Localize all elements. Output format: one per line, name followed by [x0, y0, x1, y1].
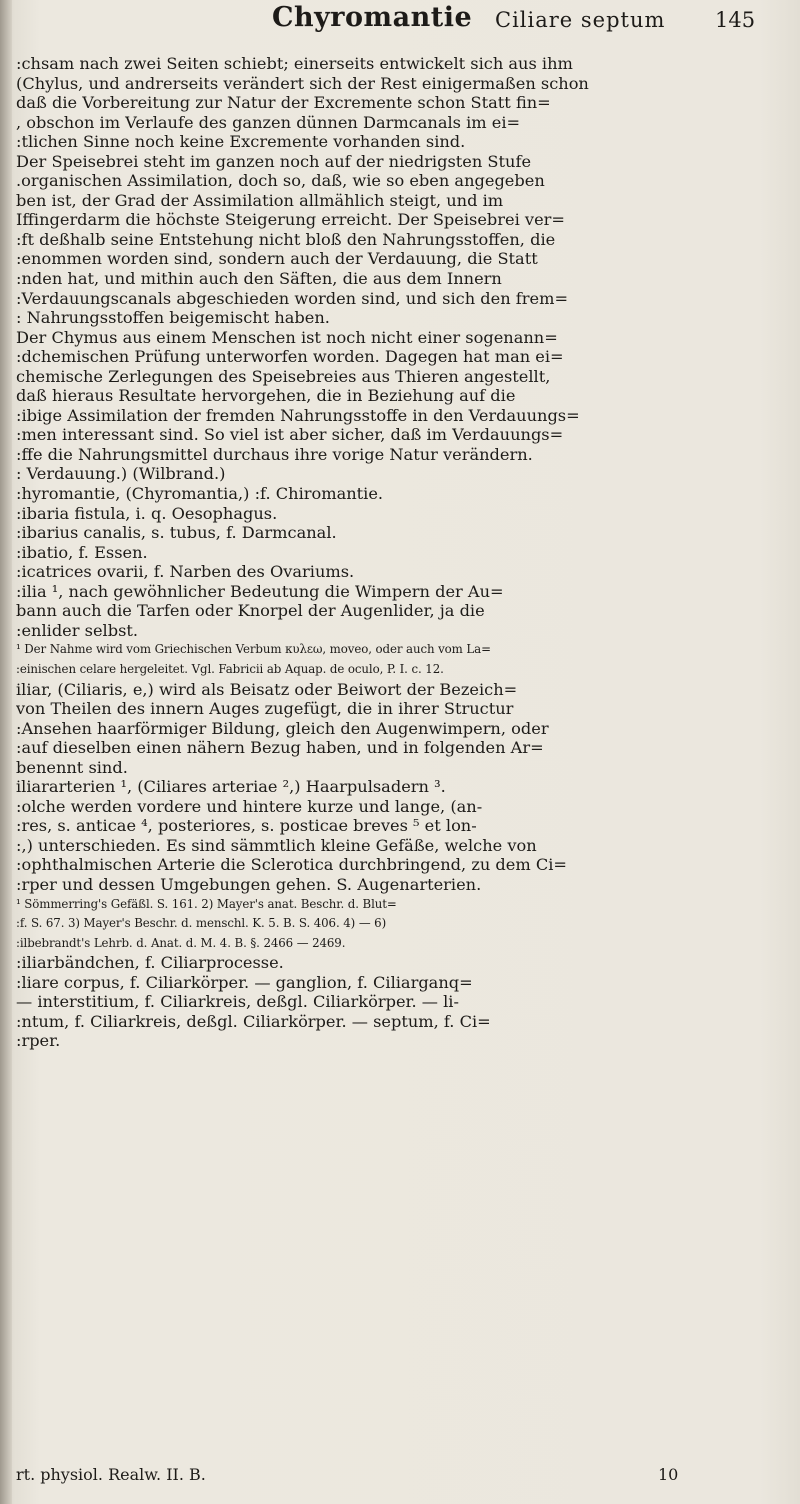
text-line: .organischen Assimilation, doch so, daß, wie so eben angegeben [16, 171, 545, 191]
text-line: iliararterien ¹, (Ciliares arteriae ²,) Haarpulsadern ³. [16, 777, 446, 797]
text-line: :ilia ¹, nach gewöhnlicher Bedeutung die Wimpern der Au= [16, 581, 504, 601]
text-line: :ibige Assimilation der fremden Nahrungsstoffe in den Verdauungs= [16, 405, 580, 425]
header-title: Chyromantie [272, 2, 473, 33]
text-line: :rper und dessen Umgebungen gehen. S. Augenarterien. [16, 874, 482, 894]
text-line: :men interessant sind. So viel ist aber sicher, daß im Verdauungs= [16, 425, 564, 445]
text-line: benennt sind. [16, 757, 128, 777]
running-header [0, 0, 800, 60]
text-line: :tlichen Sinne noch keine Excremente vorhanden sind. [16, 132, 466, 152]
footnote-line: :f. S. 67. 3) Mayer's Beschr. d. menschl. K. 5. B. S. 406. 4) — 6) [16, 916, 387, 931]
text-line: — interstitium, f. Ciliarkreis, deßgl. Ciliarkörper. — li- [16, 992, 459, 1012]
body-text [16, 54, 784, 1051]
text-line: :,) unterschieden. Es sind sämmtlich kleine Gefäße, welche von [16, 835, 537, 855]
signature-number: 10 [658, 1465, 679, 1484]
footnote-line: :ilbebrandt's Lehrb. d. Anat. d. M. 4. B. §. 2466 — 2469. [16, 935, 346, 950]
text-line: :chsam nach zwei Seiten schiebt; einerseits entwickelt sich aus ihm [16, 54, 573, 73]
text-line: daß die Vorbereitung zur Natur der Excremente schon Statt fin= [16, 93, 551, 113]
text-line: : Nahrungsstoffen beigemischt haben. [16, 308, 330, 328]
footnote-line: :einischen celare hergeleitet. Vgl. Fabricii ab Aquap. de oculo, P. I. c. 12. [16, 661, 444, 676]
page-footer [16, 1465, 784, 1493]
text-line: :enommen worden sind, sondern auch der Verdauung, die Statt [16, 249, 538, 269]
text-line: :iliarbändchen, f. Ciliarprocesse. [16, 953, 284, 973]
text-line: :Verdauungscanals abgeschieden worden sind, und sich den frem= [16, 288, 569, 308]
text-line: ben ist, der Grad der Assimilation allmählich steigt, und im [16, 190, 504, 210]
text-line: iliar, (Ciliaris, e,) wird als Beisatz oder Beiwort der Bezeich= [16, 679, 518, 699]
text-line: :res, s. anticae ⁴, posteriores, s. posticae breves ⁵ et lon- [16, 816, 477, 836]
text-line: : Verdauung.) (Wilbrand.) [16, 464, 226, 484]
footnote-line: ¹ Sömmerring's Gefäßl. S. 161. 2) Mayer's anat. Beschr. d. Blut= [16, 896, 397, 911]
text-line: :hyromantie, (Chyromantia,) :f. Chiromantie. [16, 484, 384, 504]
text-line: :icatrices ovarii, f. Narben des Ovariums. [16, 562, 355, 582]
text-line: :ffe die Nahrungsmittel durchaus ihre vorige Natur verändern. [16, 444, 533, 464]
text-line: Iffingerdarm die höchste Steigerung erreicht. Der Speisebrei ver= [16, 210, 565, 230]
page-number: 145 [715, 8, 756, 32]
text-line: :liare corpus, f. Ciliarkörper. — ganglion, f. Ciliarganq= [16, 972, 473, 992]
text-line: :ibarius canalis, s. tubus, f. Darmcanal. [16, 523, 337, 543]
text-line: :ibaria fistula, i. q. Oesophagus. [16, 503, 278, 523]
footnote-line: ¹ Der Nahme wird vom Griechischen Verbum κυλεω, moveo, oder auch vom La= [16, 642, 491, 657]
text-line: :ft deßhalb seine Entstehung nicht bloß den Nahrungsstoffen, die [16, 229, 556, 249]
text-line: :ntum, f. Ciliarkreis, deßgl. Ciliarkörper. — septum, f. Ci= [16, 1011, 491, 1031]
printer-signature: rt. physiol. Realw. II. B. [16, 1465, 206, 1484]
text-line: daß hieraus Resultate hervorgehen, die in Beziehung auf die [16, 386, 516, 406]
text-line: :rper. [16, 1031, 61, 1051]
text-line: Der Speisebrei steht im ganzen noch auf der niedrigsten Stufe [16, 151, 532, 171]
text-line: :dchemischen Prüfung unterworfen worden. Dagegen hat man ei= [16, 347, 564, 367]
text-line: :nden hat, und mithin auch den Säften, die aus dem Innern [16, 269, 502, 289]
text-line: von Theilen des innern Auges zugefügt, die in ihrer Structur [16, 699, 514, 719]
header-latin-title: Ciliare septum [495, 8, 666, 32]
text-line: :ibatio, f. Essen. [16, 542, 148, 562]
text-line: (Chylus, und andrerseits verändert sich der Rest einigermaßen schon [16, 73, 589, 93]
text-line: chemische Zerlegungen des Speisebreies aus Thieren angestellt, [16, 366, 551, 386]
text-line: :Ansehen haarförmiger Bildung, gleich den Augenwimpern, oder [16, 718, 549, 738]
text-line: bann auch die Tarfen oder Knorpel der Augenlider, ja die [16, 601, 485, 621]
text-line: Der Chymus aus einem Menschen ist noch nicht einer sogenann= [16, 327, 558, 347]
text-line: , obschon im Verlaufe des ganzen dünnen Darmcanals im ei= [16, 112, 521, 132]
text-line: :enlider selbst. [16, 620, 139, 640]
text-line: :ophthalmischen Arterie die Sclerotica durchbringend, zu dem Ci= [16, 855, 567, 875]
text-line: :olche werden vordere und hintere kurze und lange, (an- [16, 796, 483, 816]
page-binding-shadow [0, 0, 12, 1504]
text-line: :auf dieselben einen nähern Bezug haben, und in folgenden Ar= [16, 738, 544, 758]
